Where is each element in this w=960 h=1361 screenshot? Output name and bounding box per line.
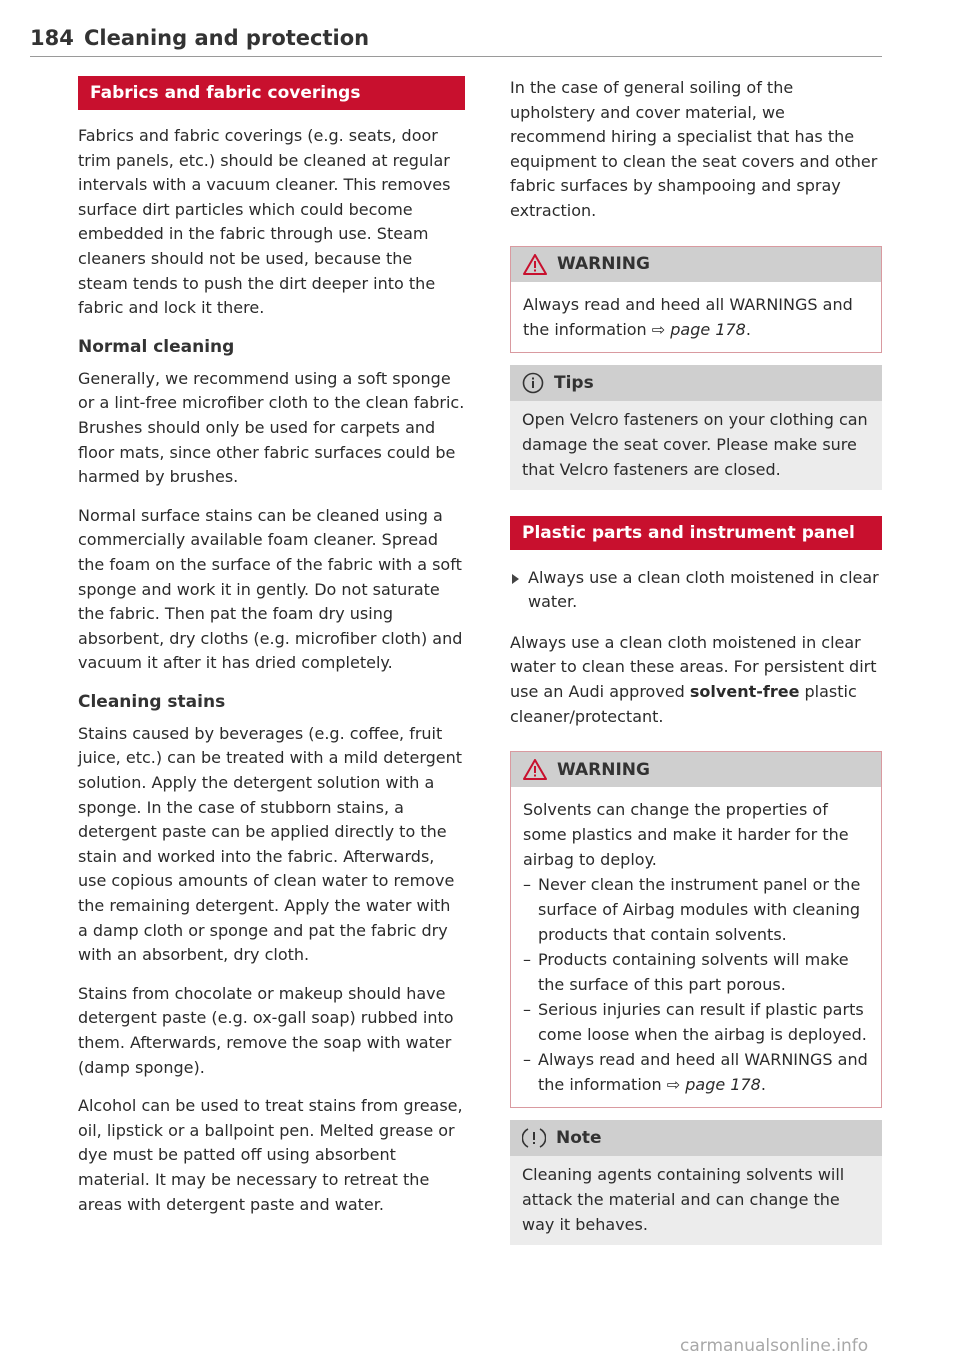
warning-box-2 xyxy=(510,751,882,1108)
warning-text-1-body: Always read and heed all WARNINGS and the information xyxy=(523,294,853,339)
warning-box-1 xyxy=(510,246,882,353)
action-arrow-icon xyxy=(512,574,519,584)
page-reference-link[interactable]: ⇨ page 178 xyxy=(651,319,746,339)
tips-header xyxy=(510,365,882,401)
left-column xyxy=(78,76,465,1217)
normal-cleaning-paragraph-1: Generally, we recommend using a soft sponge or a lint-free microfiber cloth to the clean fabric. Brushes should only be used for carpets and floor mats, since other fabric surfaces could be harmed by brushes. xyxy=(78,368,465,487)
plastic-paragraph-part-b: plastic cleaner/protectant. xyxy=(510,681,857,726)
tips-box xyxy=(510,365,882,490)
warning-intro-2: Solvents can change the properties of some plastics and make it harder for the airbag to deploy. xyxy=(523,800,849,870)
warning-last-text: Always read and heed all WARNINGS and the information xyxy=(538,1050,868,1095)
plastic-action-step xyxy=(510,566,882,615)
fabrics-heading: Fabrics and fabric coverings xyxy=(78,76,465,110)
warning-text-1 xyxy=(523,292,869,342)
warning-list-item xyxy=(523,1047,869,1097)
warning-triangle-icon xyxy=(523,759,547,780)
warning-text-1-end: . xyxy=(745,319,751,339)
warning-list xyxy=(523,872,869,1097)
note-text: Cleaning agents containing solvents will attack the material and can change the way it behaves. xyxy=(522,1165,845,1235)
stains-paragraph-2: Stains from chocolate or makeup should have detergent paste (e.g. ox-gall soap) rubbed into them. Afterwards, remove the soap with water (damp sponge). xyxy=(78,983,454,1077)
warning-header-1 xyxy=(511,247,881,282)
cleaning-stains-title: Cleaning stains xyxy=(78,691,226,712)
watermark-text: carmanualsonline.info xyxy=(680,1336,869,1356)
page-reference-link[interactable]: ⇨ page 178 xyxy=(666,1075,761,1095)
warning-list-item: – Serious injuries can result if plastic parts come loose when the airbag is deployed. xyxy=(523,997,869,1047)
plastic-paragraph xyxy=(510,631,882,729)
exclamation-circle-icon xyxy=(522,1127,546,1149)
normal-cleaning-paragraph-2: Normal surface stains can be cleaned using a commercially available foam cleaner. Spread the foam on the surface of the fabric with a soft sponge and work it in gently. Do not saturate the fabric. Then pat the foam dry using absorbent, dry cloths (e.g. microfiber cloth) and vacuum it after it has dried completely. xyxy=(78,505,463,673)
upholstery-paragraph: In the case of general soiling of the upholstery and cover material, we recommend hiring a specialist that has the equipment to clean the seat covers and other fabric surfaces by shampooing and spray extraction. xyxy=(510,78,878,220)
normal-cleaning-title: Normal cleaning xyxy=(78,336,235,357)
solvent-free-emphasis: solvent-free xyxy=(689,681,800,701)
page-header xyxy=(30,22,882,57)
plastic-parts-heading: Plastic parts and instrument panel xyxy=(510,516,882,550)
plastic-paragraph-part-a: Always use a clean cloth moistened in clear water to clean these areas. For persistent dirt use an Audi approved xyxy=(510,632,877,701)
note-header xyxy=(510,1120,882,1156)
warning-triangle-icon xyxy=(523,254,547,275)
plastic-action-text: Always use a clean cloth moistened in clear water. xyxy=(528,567,879,612)
note-box xyxy=(510,1120,882,1245)
right-column xyxy=(510,76,882,1245)
tips-text: Open Velcro fasteners on your clothing can damage the seat cover. Please make sure that Velcro fasteners are closed. xyxy=(522,409,868,479)
stains-paragraph-1: Stains caused by beverages (e.g. coffee, fruit juice, etc.) can be treated with a mild detergent solution. Apply the detergent solution with a sponge. In the case of stubborn stains, a detergent paste can be applied directly to the stain and worked into the fabric. Afterwards, use copious amounts of clean water to remove the remaining detergent. Apply the water with a damp cloth or sponge and pat the fabric dry with an absorbent, dry cloth. xyxy=(78,723,463,965)
chapter-title: Cleaning and protection xyxy=(84,26,370,50)
fabrics-intro: Fabrics and fabric coverings (e.g. seats, door trim panels, etc.) should be cleaned at regular intervals with a vacuum cleaner. This removes surface dirt particles which could become embedded in the fabric through use. Steam cleaners should not be used, because the steam tends to push the dirt deeper into the fabric and lock it there. xyxy=(78,126,451,318)
warning-list-item: – Never clean the instrument panel or the surface of Airbag modules with cleaning products that contain solvents. xyxy=(523,872,869,947)
note-title: Note xyxy=(556,1128,602,1149)
info-icon xyxy=(522,372,544,394)
warning-title-2: WARNING xyxy=(557,759,650,780)
warning-list-item: – Products containing solvents will make the surface of this part porous. xyxy=(523,947,869,997)
stains-paragraph-3: Alcohol can be used to treat stains from grease, oil, lipstick or a ballpoint pen. Melted grease or dye must be patted off using absorbent material. It may be necessary to retreat the areas with detergent paste and water. xyxy=(78,1096,463,1214)
warning-last-end: . xyxy=(760,1075,766,1095)
page-number: 184 xyxy=(30,26,74,50)
tips-title: Tips xyxy=(554,372,594,393)
warning-title-1: WARNING xyxy=(557,254,650,275)
warning-header-2 xyxy=(511,752,881,787)
